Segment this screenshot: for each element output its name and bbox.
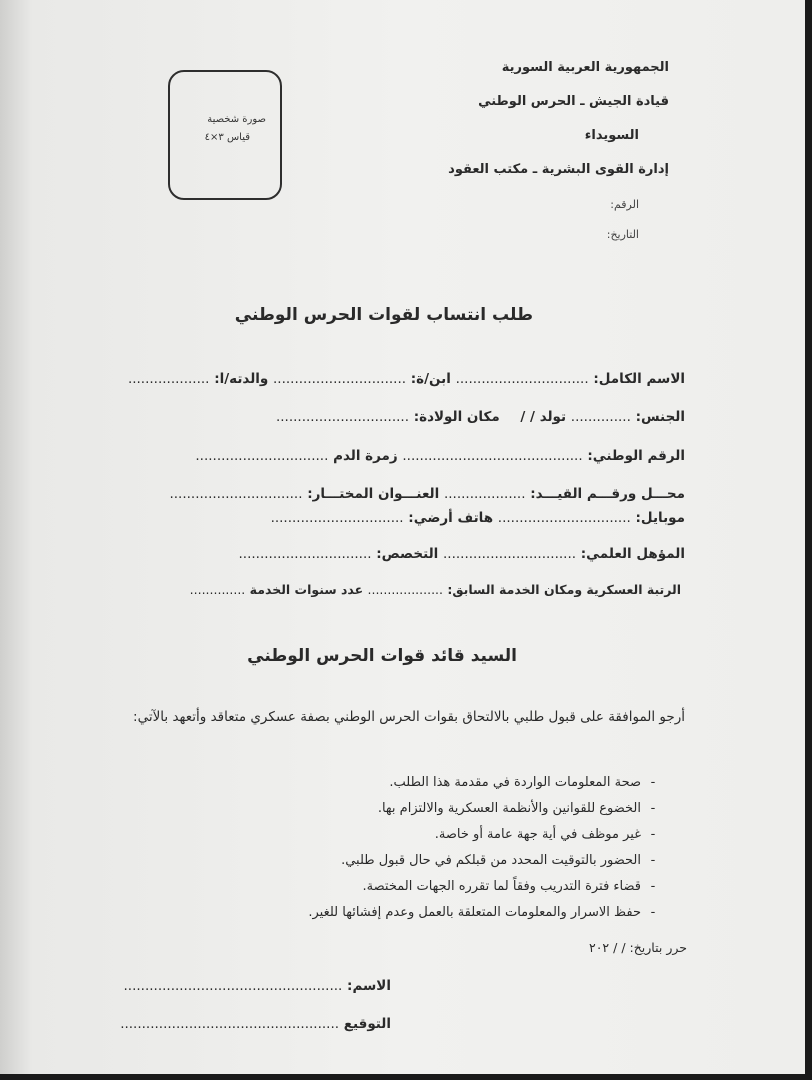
row-full-name	[128, 371, 685, 387]
list-item: -الحضور بالتوقيت المحدد من قبلكم في حال قبول طلبي.	[308, 848, 665, 874]
full-name-label: الاسم الكامل:	[593, 371, 685, 387]
list-item: -غير موظف في أية جهة عامة أو خاصة.	[308, 822, 665, 848]
mukhtar-address-dots[interactable]: ...............................	[169, 486, 303, 502]
request-paragraph: أرجو الموافقة على قبول طلبي بالالتحاق بقوات الحرس الوطني بصفة عسكري متعاقد وأتعهد بالآتي:	[133, 709, 685, 725]
row-gender	[276, 409, 685, 425]
qualification-label: المؤهل العلمي:	[580, 546, 685, 562]
national-id-dots[interactable]: ..........................................	[402, 448, 583, 464]
row-registry	[169, 486, 685, 502]
form-title: طلب انتساب لقوات الحرس الوطني	[234, 305, 533, 325]
service-years-label: عدد سنوات الخدمة	[249, 582, 364, 597]
photo-placeholder-box	[168, 70, 282, 200]
son-of-dots[interactable]: ...............................	[273, 371, 407, 387]
list-dash: -	[650, 801, 656, 816]
row-signature	[120, 1016, 391, 1032]
qualification-dots[interactable]: ...............................	[443, 546, 577, 562]
row-phones	[271, 510, 685, 526]
rank-service-dots[interactable]: ...................	[367, 582, 443, 597]
national-id-label: الرقم الوطني:	[587, 448, 685, 464]
son-of-label: ابن/ة:	[410, 371, 451, 387]
service-years-dots[interactable]: ..............	[189, 582, 246, 597]
header-department: إدارة القوى البشرية ـ مكتب العقود	[448, 162, 669, 177]
registry-dots[interactable]: ...................	[443, 486, 526, 502]
ref-number-label: الرقم:	[610, 198, 639, 211]
signer-name-label: الاسم:	[347, 978, 391, 994]
list-item: -قضاء فترة التدريب وفقاً لما تقرره الجهات المختصة.	[308, 874, 665, 900]
blood-type-label: زمرة الدم	[333, 448, 398, 464]
list-dash: -	[650, 879, 656, 894]
birthplace-label: مكان الولادة:	[413, 409, 500, 425]
specialization-label: التخصص:	[376, 546, 439, 562]
list-dash: -	[650, 827, 656, 842]
list-item: -حفظ الاسرار والمعلومات المتعلقة بالعمل وعدم إفشائها للغير.	[308, 900, 665, 926]
registry-label: محـــل ورقـــم القيـــد:	[530, 486, 685, 502]
row-signer-name	[123, 978, 391, 994]
rank-service-label: الرتبة العسكرية ومكان الخدمة السابق:	[447, 582, 681, 597]
born-label: تولد	[539, 409, 567, 425]
row-rank	[190, 582, 681, 597]
signature-label: التوقيع	[343, 1016, 391, 1032]
blood-type-dots[interactable]: ...............................	[195, 448, 329, 464]
mukhtar-address-label: العنـــوان المختـــار:	[307, 486, 440, 502]
row-national-id	[195, 448, 685, 464]
landline-dots[interactable]: ...............................	[270, 510, 404, 526]
mobile-label: موبايل:	[635, 510, 685, 526]
header-command: قيادة الجيش ـ الحرس الوطني	[478, 94, 669, 109]
header-republic: الجمهورية العربية السورية	[501, 60, 669, 75]
mobile-dots[interactable]: ...............................	[497, 510, 631, 526]
row-qualification	[239, 546, 686, 562]
list-dash: -	[650, 853, 656, 868]
list-item: -الخضوع للقوانين والأنظمة العسكرية والالتزام بها.	[308, 796, 665, 822]
mother-label: والدته/ا:	[214, 371, 269, 387]
commitments-list	[308, 770, 665, 926]
signer-name-dots[interactable]: ...................................................	[123, 978, 343, 994]
header-city: السويداء	[584, 128, 639, 143]
gender-label: الجنس:	[635, 409, 685, 425]
list-item: -صحة المعلومات الواردة في مقدمة هذا الطلب.	[308, 770, 665, 796]
header-date-label: التاريخ:	[606, 228, 639, 241]
born-date-slashes[interactable]: / /	[520, 409, 535, 425]
landline-label: هاتف أرضي:	[408, 510, 494, 526]
list-dash: -	[650, 775, 656, 790]
addressee: السيد قائد قوات الحرس الوطني	[247, 646, 517, 666]
specialization-dots[interactable]: ...............................	[238, 546, 372, 562]
gender-dots[interactable]: ..............	[570, 409, 631, 425]
photo-size-label: قياس ٣×٤	[204, 132, 250, 143]
mother-dots[interactable]: ...................	[127, 371, 210, 387]
written-on-date: حرر بتاريخ: / / ٢٠٢	[589, 940, 687, 955]
full-name-dots[interactable]: ...............................	[455, 371, 589, 387]
photo-label: صورة شخصية	[207, 114, 266, 125]
birthplace-dots[interactable]: ...............................	[275, 409, 409, 425]
signature-dots[interactable]: ...................................................	[120, 1016, 340, 1032]
list-dash: -	[650, 905, 656, 920]
